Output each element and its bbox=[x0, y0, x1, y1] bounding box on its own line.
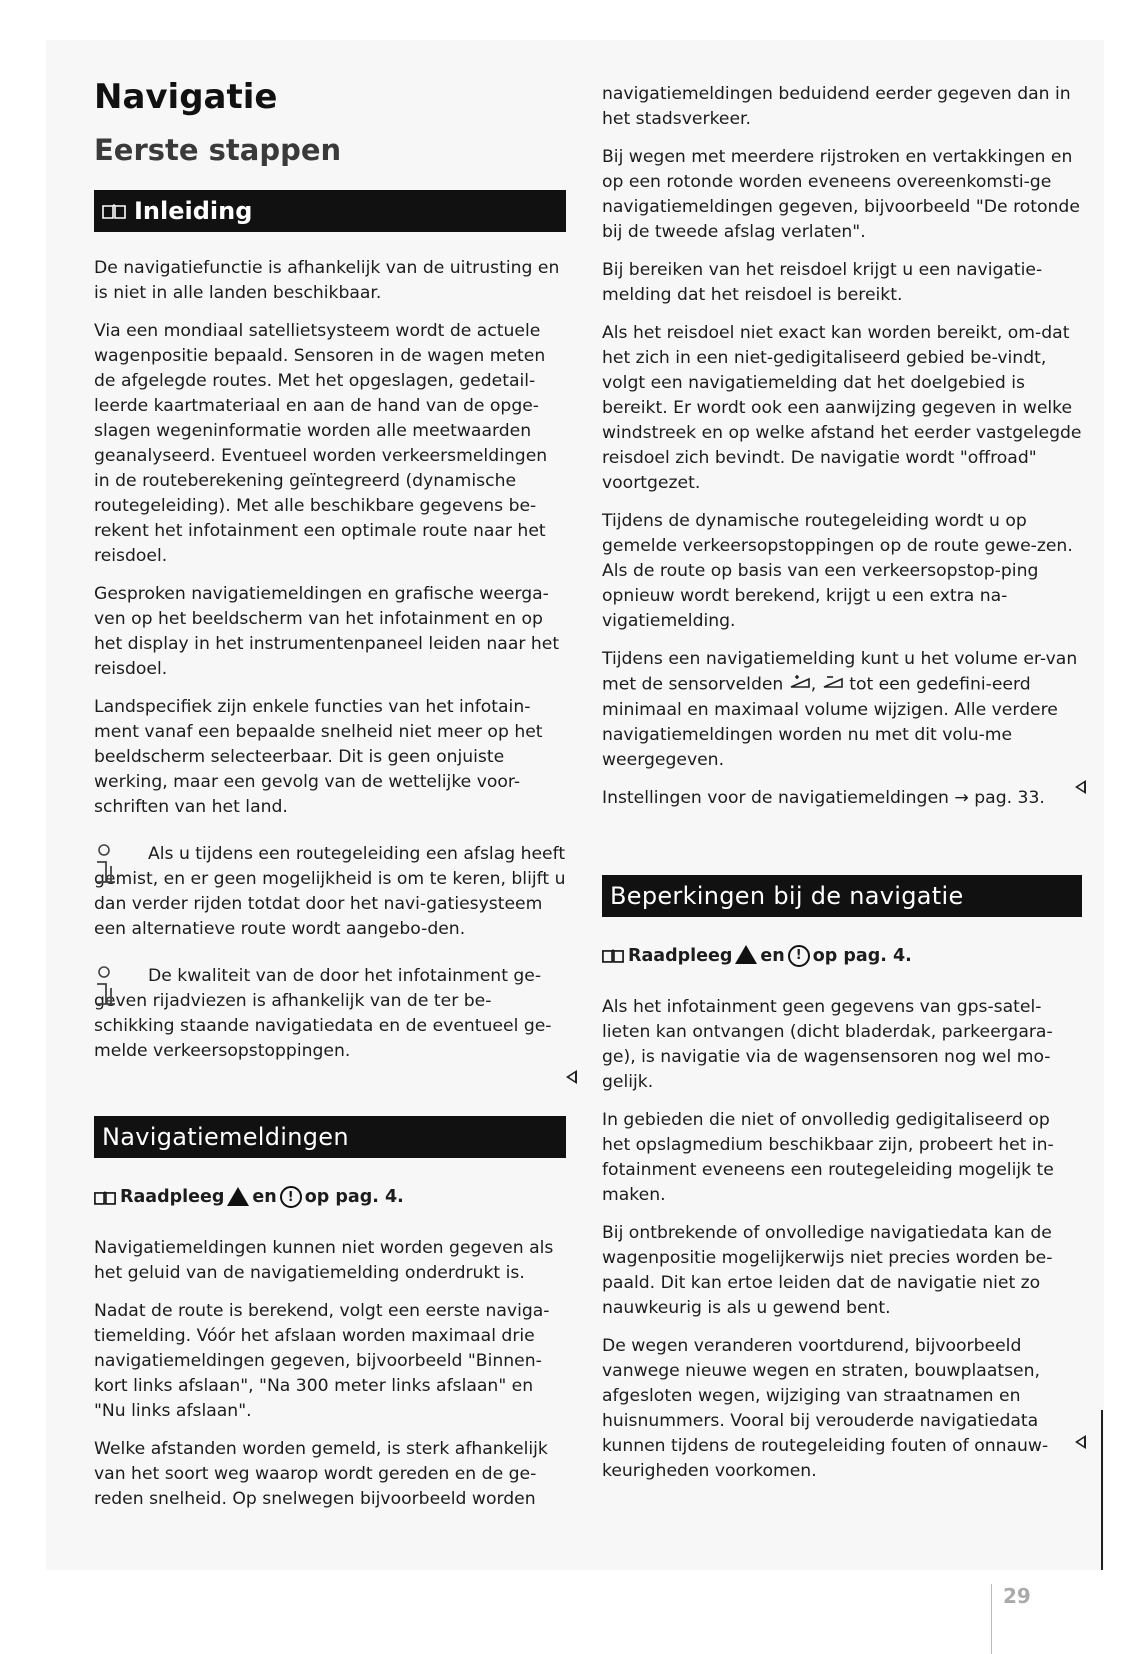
paragraph: navigatiemeldingen beduidend eerder gegeven dan in het stadsverkeer. bbox=[602, 84, 1071, 129]
page-title: Navigatie bbox=[94, 77, 278, 117]
note-text: Als u tijdens een routegeleiding een afslag heeft gemist, en er geen mogelijkheid is om te keren, blijft u dan verder rijden totdat door het navi-gatiesysteem een alternatieve route wordt aangebo-den. bbox=[94, 844, 566, 939]
end-of-section-marker bbox=[1075, 1435, 1086, 1449]
volume-sep: , bbox=[810, 674, 817, 695]
note-block bbox=[94, 842, 566, 942]
right-column bbox=[602, 82, 1082, 1497]
ref-and: en bbox=[760, 945, 785, 966]
cross-reference bbox=[94, 1184, 566, 1210]
paragraph: De navigatiefunctie is afhankelijk van de uitrusting en is niet in alle landen beschikbaar. bbox=[94, 258, 560, 303]
info-note-icon bbox=[94, 844, 118, 890]
caution-circle-icon: ! bbox=[280, 1186, 302, 1208]
section-title: Beperkingen bij de navigatie bbox=[610, 881, 964, 910]
end-of-section-marker bbox=[566, 1070, 577, 1084]
section-title: Navigatiemeldingen bbox=[102, 1123, 349, 1151]
left-column bbox=[94, 70, 566, 1525]
paragraph: Welke afstanden worden gemeld, is sterk afhankelijk van het soort weg waarop wordt gereden en de ge-reden snelheid. Op snelwegen bijvoorbeeld worden bbox=[94, 1439, 548, 1509]
paragraph: Navigatiemeldingen kunnen niet worden gegeven als het geluid van de navigatiemelding onderdrukt is. bbox=[94, 1238, 554, 1283]
warning-triangle-icon bbox=[227, 1187, 249, 1206]
paragraph bbox=[602, 647, 1082, 773]
section-header-navigatiemeldingen bbox=[94, 1116, 566, 1158]
paragraph: In gebieden die niet of onvolledig gedigitaliseerd op het opslagmedium beschikbaar zijn, probeert het in-fotainment eveneens een routegeleiding mogelijk te maken. bbox=[602, 1109, 1054, 1205]
paragraph: De wegen veranderen voortdurend, bijvoorbeeld vanwege nieuwe wegen en straten, bouwplaatsen, afgesloten wegen, wijziging van straatnamen en huisnummers. Vooral bij verouderde navigatiedata kunnen tijdens de routegeleiding fouten of onnauw-keurigheden voorkomen. bbox=[602, 1335, 1049, 1481]
paragraph: Als het infotainment geen gegevens van gps-satel-lieten kan ontvangen (dicht bladerdak, parkeergara-ge), is navigatie via de wagensensoren nog wel mo-gelijk. bbox=[602, 996, 1053, 1092]
page-subtitle: Eerste stappen bbox=[94, 133, 342, 167]
ref-suffix: op pag. 4. bbox=[812, 945, 912, 966]
book-icon bbox=[94, 1190, 116, 1205]
paragraph: Gesproken navigatiemeldingen en grafische weerga-ven op het beeldscherm van het infotainment en op het display in het instrumentenpaneel leiden naar het reisdoel. bbox=[94, 584, 560, 679]
section-header-beperkingen bbox=[602, 875, 1082, 917]
paragraph: Bij bereiken van het reisdoel krijgt u een navigatie-melding dat het reisdoel is bereikt. bbox=[602, 260, 1043, 305]
cross-reference bbox=[602, 943, 1082, 969]
ref-and: en bbox=[252, 1187, 277, 1207]
paragraph: Bij wegen met meerdere rijstroken en vertakkingen en op een rotonde worden eveneens overeenkomsti-ge navigatiemeldingen gegeven, bijvoorbeeld "De rotonde bij de tweede afslag verlaten". bbox=[602, 147, 1080, 242]
volume-down-icon bbox=[822, 672, 844, 697]
volume-up-icon bbox=[789, 672, 811, 697]
page-number-rule bbox=[991, 1584, 992, 1654]
warning-triangle-icon bbox=[735, 945, 757, 964]
paragraph: Landspecifiek zijn enkele functies van het infotain-ment vanaf een bepaalde snelheid niet meer op het beeldscherm selecteerbaar. Dit is geen onjuiste werking, maar een gevolg van de wettelijke voor-schriften van het land. bbox=[94, 697, 543, 817]
section-header-inleiding bbox=[94, 190, 566, 232]
end-of-section-marker bbox=[1075, 780, 1086, 794]
section-title: Inleiding bbox=[134, 197, 253, 225]
note-text: De kwaliteit van de door het infotainment ge-geven rijadviezen is afhankelijk van de ter be-schikking staande navigatiedata en de eventueel ge-melde verkeersopstoppingen. bbox=[94, 966, 552, 1061]
ref-prefix: Raadpleeg bbox=[120, 1187, 225, 1207]
paragraph: Als het reisdoel niet exact kan worden bereikt, om-dat het zich in een niet-gedigitaliseerd gebied be-vindt, volgt een navigatiemelding dat het doelgebied is bereikt. Er wordt ook een aanwijzing gegeven in welke windstreek en op welke afstand het eerder vastgelegde reisdoel zich bevindt. De navigatie wordt "offroad" voortgezet. bbox=[602, 323, 1082, 493]
paragraph: Bij ontbrekende of onvolledige navigatiedata kan de wagenpositie mogelijkerwijs niet precies worden be-paald. Dit kan ertoe leiden dat de navigatie niet zo nauwkeurig is als u gewend bent. bbox=[602, 1222, 1053, 1318]
right-margin-rule bbox=[1101, 1410, 1103, 1570]
paragraph: Tijdens de dynamische routegeleiding wordt u op gemelde verkeersopstoppingen op de route gewe-zen. Als de route op basis van een verkeersopstop-ping opnieuw wordt berekend, krijgt u een extra na-vigatiemelding. bbox=[602, 511, 1073, 631]
ref-prefix: Raadpleeg bbox=[628, 945, 733, 966]
page-number: 29 bbox=[1003, 1584, 1031, 1608]
book-icon bbox=[102, 203, 126, 219]
settings-reference: Instellingen voor de navigatiemeldingen → pag. 33. bbox=[602, 787, 1045, 808]
paragraph: Nadat de route is berekend, volgt een eerste naviga-tiemelding. Vóór het afslaan worden maximaal drie navigatiemeldingen gegeven, bijvoorbeeld "Binnen-kort links afslaan", "Na 300 meter links afslaan" en "Nu links afslaan". bbox=[94, 1301, 550, 1421]
ref-suffix: op pag. 4. bbox=[304, 1187, 404, 1207]
book-icon bbox=[602, 948, 624, 963]
paragraph: Via een mondiaal satellietsysteem wordt de actuele wagenpositie bepaald. Sensoren in de wagen meten de afgelegde routes. Met het opgeslagen, gedetail-leerde kaartmateriaal en aan de hand van de opge-slagen wegeninformatie worden alle meetwaarden geanalyseerd. Eventueel worden verkeersmeldingen in de routeberekening geïntegreerd (dynamische routegeleiding). Met alle beschikbare gegevens be-rekent het infotainment een optimale route naar het reisdoel. bbox=[94, 321, 548, 566]
volume-text-a: Tijdens een navigatiemelding kunt u het volume er-van met de sensorvelden bbox=[602, 649, 1078, 695]
volume-text-b: tot een gedefini-eerd minimaal en maximaal volume wijzigen. Alle verdere navigatiemeldingen worden nu met dit volu-me weergegeven. bbox=[602, 674, 1058, 770]
note-block bbox=[94, 964, 566, 1064]
caution-circle-icon: ! bbox=[788, 945, 810, 967]
info-note-icon bbox=[94, 966, 118, 1012]
